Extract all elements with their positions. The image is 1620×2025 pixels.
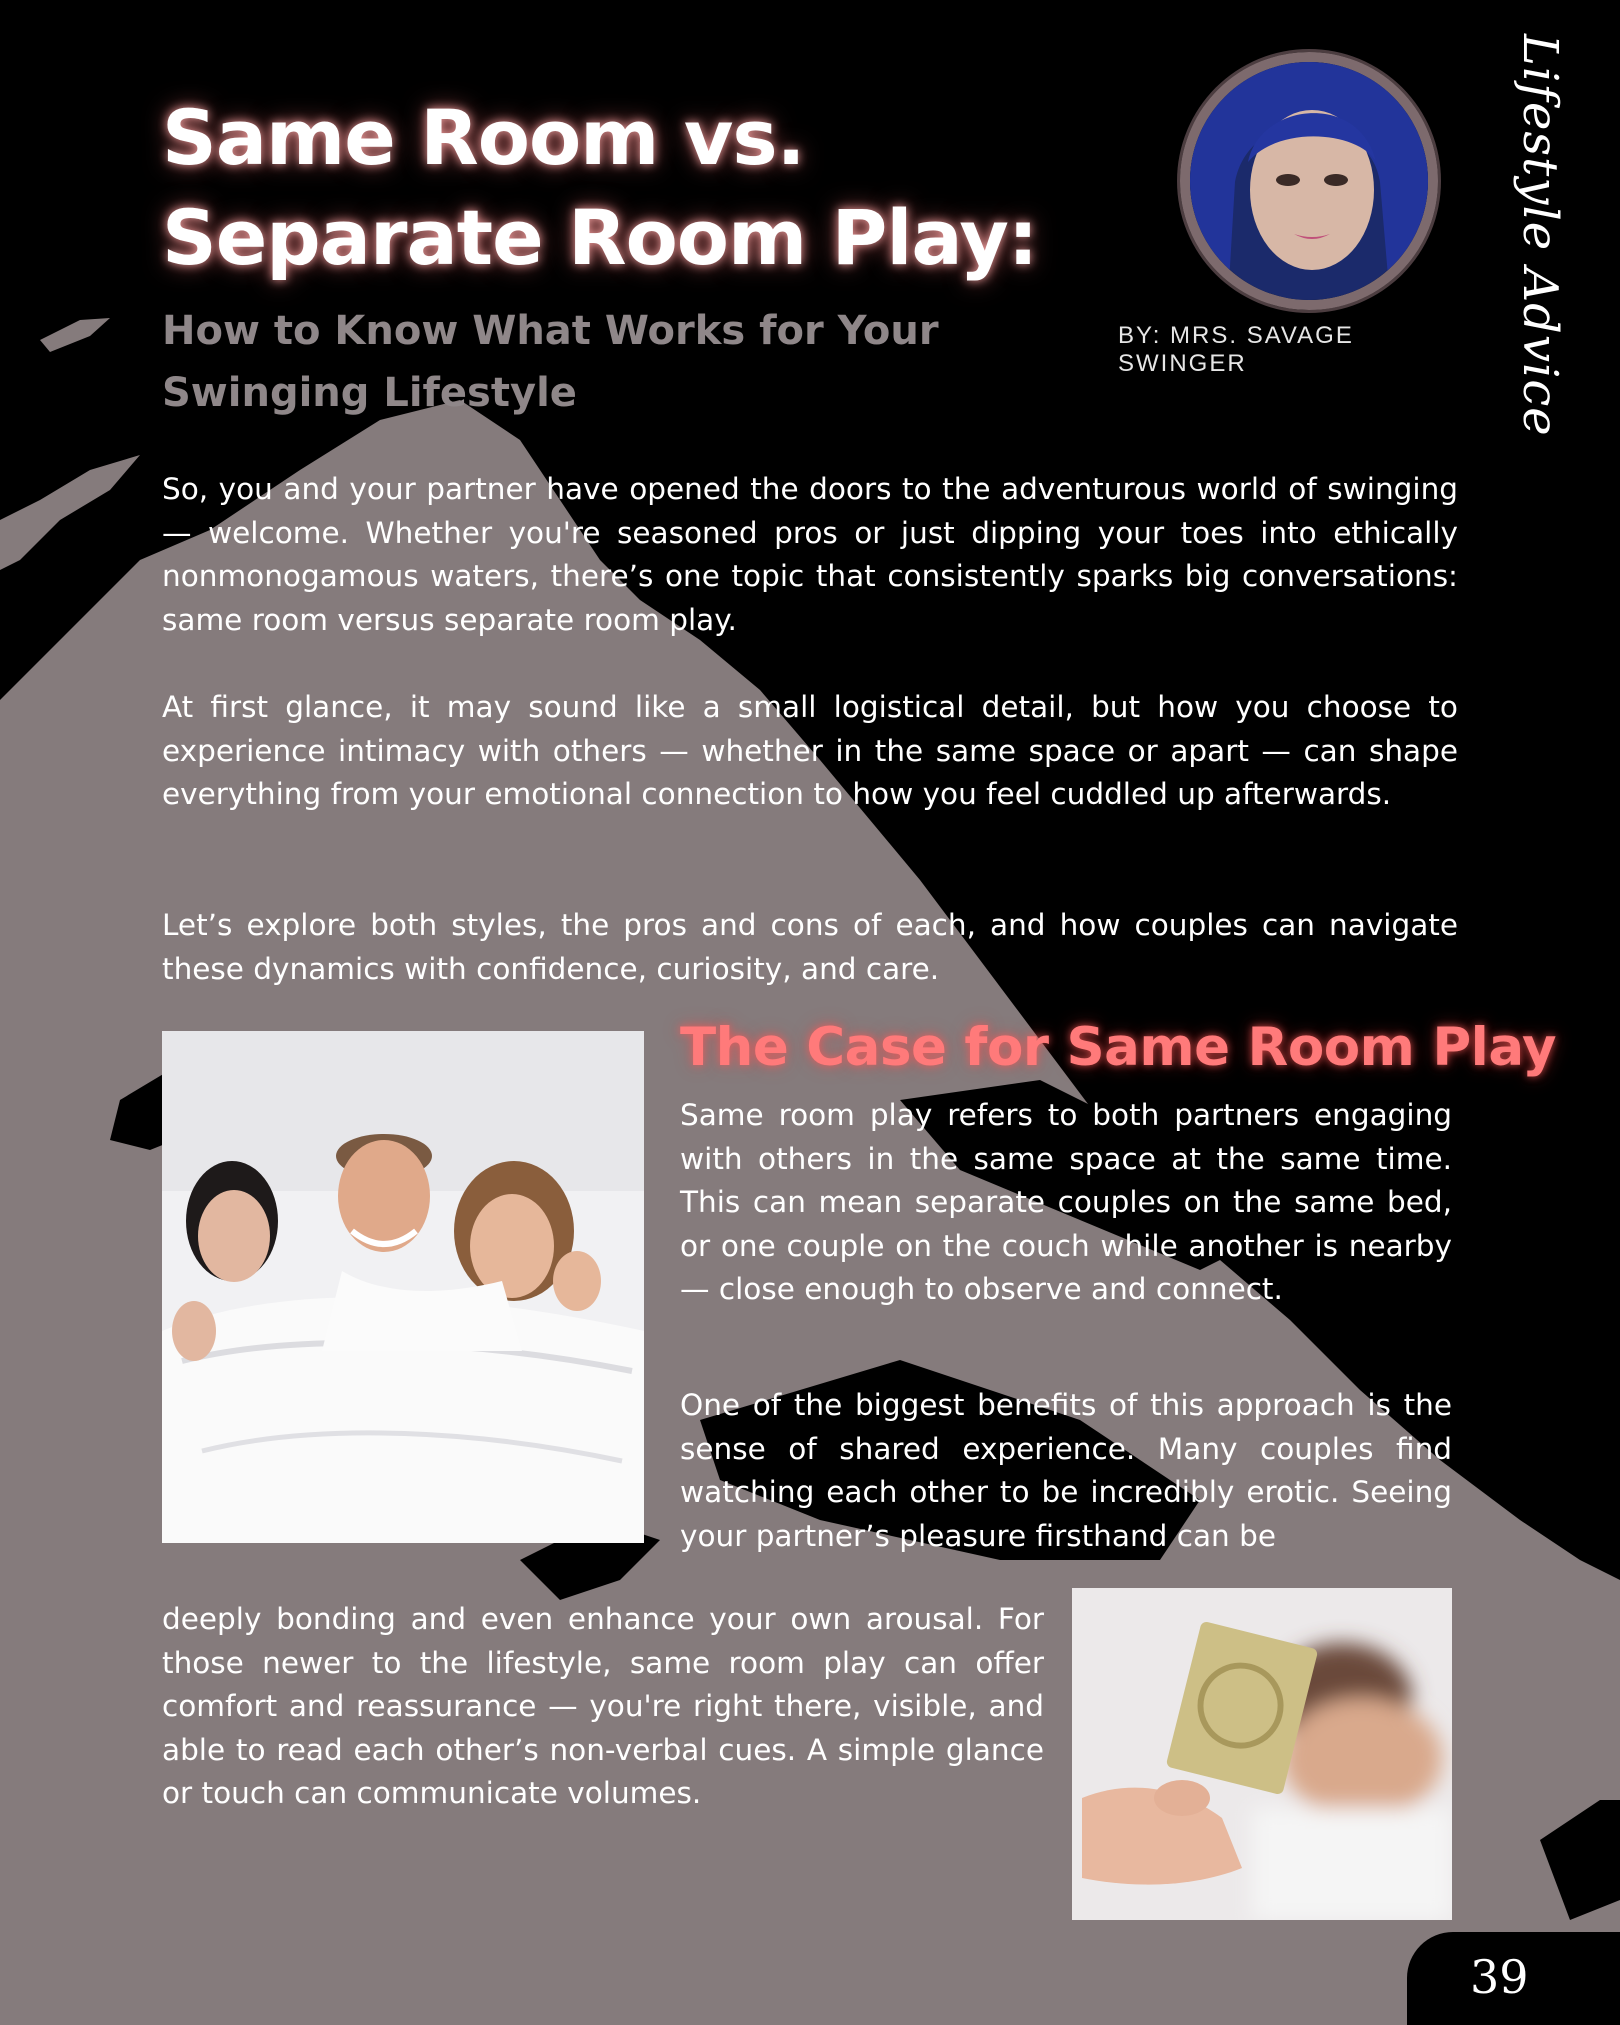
hand-holding-condom-image — [1072, 1588, 1452, 1920]
section-paragraph-3: deeply bonding and even enhance your own arousal. For those newer to the lifestyle, same room play can offer comfort and reassurance — you're right there, visible, and able to read each other’s non-verbal cues. A simple glance or touch can communicate volumes. — [162, 1602, 1044, 1810]
author-byline: BY: MRS. SAVAGE SWINGER — [1118, 322, 1354, 377]
section-tag: Lifestyle Advice — [1512, 34, 1568, 437]
article-title — [162, 88, 1082, 288]
subtitle-line-2: Swinging Lifestyle — [162, 370, 577, 416]
title-line-1: Same Room vs. — [162, 93, 805, 182]
intro-paragraph-3: Let’s explore both styles, the pros and cons of each, and how couples can navigate these dynamics with confidence, curiosity, and care. — [162, 908, 1458, 986]
author-avatar — [1180, 52, 1438, 310]
section-paragraph-1: Same room play refers to both partners engaging with others in the same space at the same time. This can mean separate couples on the same bed, or one couple on the couch while another is nearby — close enough to observe and connect. — [680, 1098, 1452, 1306]
author-portrait-image — [1190, 62, 1428, 300]
three-people-in-bed-image — [162, 1031, 644, 1543]
subtitle-line-1: How to Know What Works for Your — [162, 308, 939, 354]
section-paragraph-2: One of the biggest benefits of this approach is the sense of shared experience. Many couples find watching each other to be incredibly erotic. Seeing your partner’s pleasure firsthand can be — [680, 1388, 1452, 1553]
title-line-2: Separate Room Play: — [162, 193, 1038, 282]
section-heading: The Case for Same Room Play — [680, 1017, 1557, 1078]
page-number: 39 — [1470, 1950, 1529, 2004]
article-subtitle — [162, 300, 962, 424]
intro-paragraph-1: So, you and your partner have opened the doors to the adventurous world of swinging — welcome. Whether you're seasoned pros or just dipping your toes into ethically nonmonogamous waters, there’s one topic that consistently sparks big conversations: same room versus separate room play. — [162, 472, 1458, 637]
intro-paragraph-2: At first glance, it may sound like a small logistical detail, but how you choose to experience intimacy with others — whether in the same space or apart — can shape everything from your emotional connection to how you feel cuddled up afterwards. — [162, 690, 1458, 811]
